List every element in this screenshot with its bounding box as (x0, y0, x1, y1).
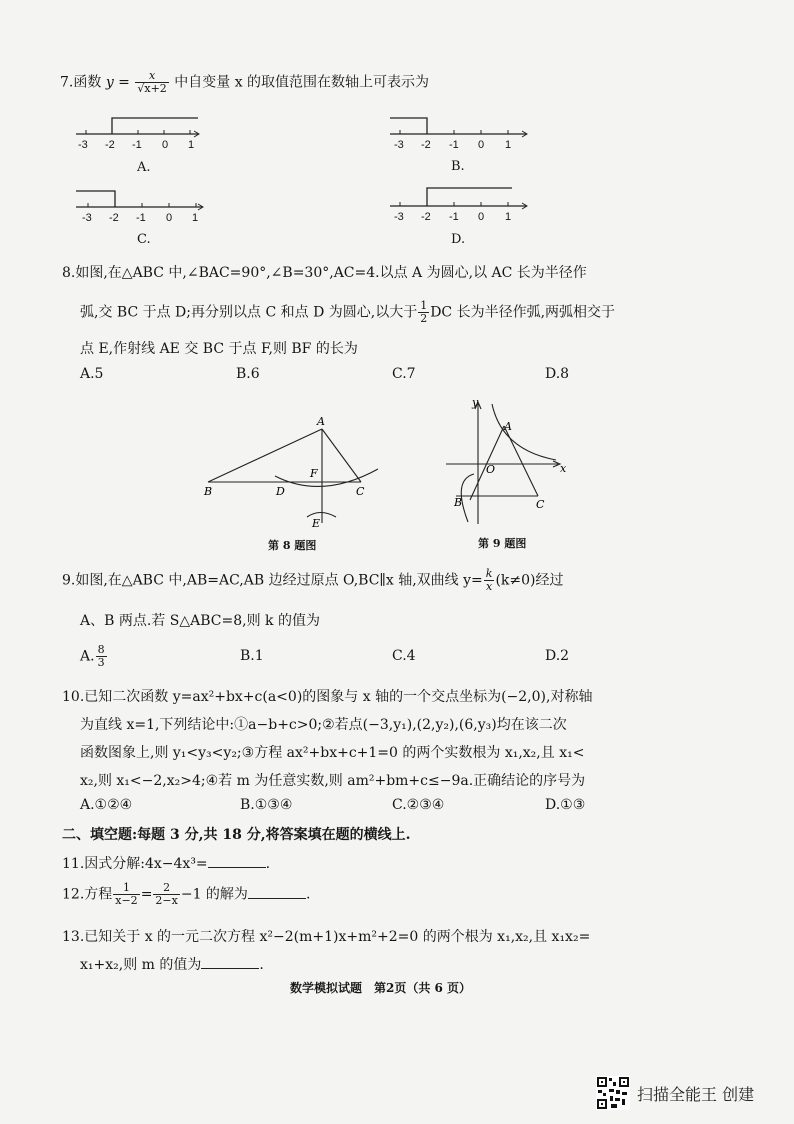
q11-answer-blank[interactable] (208, 855, 266, 868)
q8-option-c[interactable]: C.7 (392, 366, 416, 382)
q7-option-a[interactable]: A. (137, 160, 151, 175)
section-2-heading: 二、填空题:每题 3 分,共 18 分,将答案填在题的横线上. (62, 827, 411, 843)
q9-option-a-fraction: $\frac{8}{3}$ (97, 643, 105, 669)
q12-fraction-right: $\frac{2}{2-x}$ (155, 881, 178, 907)
q8-option-b[interactable]: B.6 (236, 366, 260, 382)
fig8-label-c: C (356, 485, 365, 498)
q7-option-b[interactable]: B. (451, 159, 465, 174)
q10-line2: 为直线 x=1,下列结论中:①a−b+c>0;②若点(−3,y₁),(2,y₂),(6,y₃)均在该二次 (80, 717, 567, 733)
q7-stem: 7.函数 y = $\frac{x}{√x+2}$ 中自变量 x 的取值范围在数轴上可表示为 (60, 69, 430, 95)
q8-line2: 弧,交 BC 于点 D;再分别以点 C 和点 D 为圆心,以大于 $\frac{1}{2}$ DC 长为半径作弧,两弧相交于 (80, 299, 616, 325)
q7-option-d[interactable]: D. (451, 232, 466, 247)
number-line-a (76, 116, 216, 156)
fig8-label-e: E (312, 517, 321, 530)
fig9-label-x: x (560, 462, 567, 475)
fig9-label-c: C (536, 498, 545, 511)
q8-line3: 点 E,作射线 AE 交 BC 于点 F,则 BF 的长为 (80, 341, 358, 357)
fig9-label-b: B (454, 496, 463, 509)
fig9-label-a: A (504, 420, 512, 433)
q10-line3: 函数图象上,则 y₁<y₃<y₂;③方程 ax²+bx+c+1=0 的两个实数根为 x₁,x₂,且 x₁< (80, 745, 585, 761)
q8-option-d[interactable]: D.8 (545, 366, 570, 382)
fig8-label-b: B (204, 485, 213, 498)
fig8-label-d: D (276, 485, 285, 498)
watermark-text: 扫描全能王 创建 (637, 1085, 755, 1104)
qr-code-icon (596, 1076, 630, 1110)
q9-option-a[interactable]: A. $\frac{8}{3}$ (80, 643, 105, 669)
q9-line1: 9.如图,在△ABC 中,AB=AC,AB 边经过原点 O,BC∥x 轴,双曲线 y= $\frac{k}{x}$ (k≠0)经过 (62, 567, 564, 593)
q12-fraction-left: $\frac{1}{x-2}$ (115, 881, 138, 907)
fig9-caption: 第 9 题图 (478, 537, 527, 550)
q12: 12.方程 $\frac{1}{x-2}$ = $\frac{2}{2-x}$ −1 的解为 . (62, 881, 311, 907)
q10-line4: x₂,则 x₁<−2,x₂>4;④若 m 为任意实数,则 am²+bm+c≤−9a.正确结论的序号为 (80, 773, 586, 789)
page-footer: 数学模拟试题 第2页（共 6 页） (290, 981, 472, 995)
q13-line2: x₁+x₂,则 m 的值为 . (80, 957, 264, 973)
q11: 11.因式分解:4x−4x³= . (62, 856, 271, 872)
q13-line1: 13.已知关于 x 的一元二次方程 x²−2(m+1)x+m²+2=0 的两个根为 x₁,x₂,且 x₁x₂= (62, 929, 591, 945)
number-line-a-graphic (76, 116, 216, 146)
q7-fraction: $\frac{x}{√x+2}$ (137, 69, 167, 95)
figure-9 (446, 396, 570, 530)
q10-option-c[interactable]: C.②③④ (392, 797, 445, 813)
q9-option-d[interactable]: D.2 (545, 648, 570, 664)
fig8-caption: 第 8 题图 (268, 539, 317, 552)
q13-answer-blank[interactable] (201, 956, 259, 969)
q9-option-b[interactable]: B.1 (240, 648, 264, 664)
q9-hyperbola-fraction: $\frac{k}{x}$ (485, 567, 493, 593)
fig8-label-a: A (317, 415, 325, 428)
figure-8 (200, 415, 390, 533)
q10-option-a[interactable]: A.①②④ (80, 797, 133, 813)
q8-option-a[interactable]: A.5 (80, 366, 104, 382)
q9-line2: A、B 两点.若 S△ABC=8,则 k 的值为 (80, 613, 320, 629)
q8-line1: 8.如图,在△ABC 中,∠BAC=90°,∠B=30°,AC=4.以点 A 为圆心,以 AC 长为半径作 (62, 265, 587, 281)
q10-line1: 10.已知二次函数 y=ax²+bx+c(a<0)的图象与 x 轴的一个交点坐标为(−2,0),对称轴 (62, 689, 593, 705)
fig8-label-f: F (310, 467, 318, 480)
q7-option-c[interactable]: C. (137, 232, 151, 247)
fig9-label-o: O (486, 463, 496, 476)
q9-option-c[interactable]: C.4 (392, 648, 416, 664)
q10-option-d[interactable]: D.①③ (545, 797, 586, 813)
fig9-label-y: y (472, 396, 479, 409)
q12-answer-blank[interactable] (248, 886, 306, 899)
q8-half-fraction: $\frac{1}{2}$ (420, 299, 428, 325)
q10-option-b[interactable]: B.①③④ (240, 797, 293, 813)
